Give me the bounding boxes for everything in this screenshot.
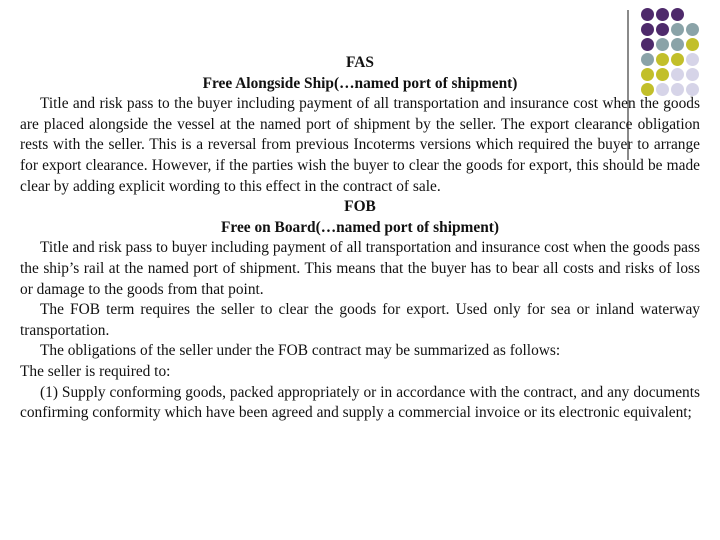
decor-dot <box>641 38 654 51</box>
fas-paragraph: Title and risk pass to the buyer including payment of all transportation and insurance cost when the goods are placed alongside the vessel at the named port of shipment by the seller. The export clearance obligation rests with the seller. This is a reversal from previous Incoterms versions which required the buyer to arrange for export clearance. However, if the parties wish the buyer to clear the goods for export, this should be made clear by adding explicit wording to this effect in the contract of sale. <box>20 95 700 195</box>
fas-heading: FAS <box>346 54 374 71</box>
decor-dot <box>656 23 669 36</box>
fob-heading: FOB <box>344 198 376 216</box>
fob-paragraph-3: The obligations of the seller under the FOB contract may be summarized as follows: <box>40 342 561 360</box>
document-body <box>20 53 700 424</box>
decor-dot <box>686 38 699 51</box>
decor-dot <box>671 8 684 21</box>
fob-subheading: Free on Board(…named port of shipment) <box>220 218 500 236</box>
decor-dot <box>671 38 684 51</box>
seller-required-line: The seller is required to: <box>20 362 171 380</box>
decor-dot <box>686 23 699 36</box>
fob-paragraph-1: Title and risk pass to buyer including payment of all transportation and insurance cost when the goods pass the ship’s rail at the named port of shipment. This means that the buyer has to bear all costs and risks of loss or damage to the goods from that point. <box>20 239 700 298</box>
fob-paragraph-2: The FOB term requires the seller to clear the goods for export. Used only for sea or inland waterway transportation. <box>20 301 700 339</box>
decor-dot <box>656 8 669 21</box>
decor-dot <box>656 38 669 51</box>
decor-dot <box>671 23 684 36</box>
list-item-1: (1) Supply conforming goods, packed appropriately or in accordance with the contract, and any documents confirming conformity which have been agreed and supply a commercial invoice or its electronic equivalent; <box>20 383 700 422</box>
decor-dot <box>641 8 654 21</box>
fas-subheading: Free Alongside Ship(…named port of shipment) <box>202 74 518 92</box>
decor-dot <box>641 23 654 36</box>
